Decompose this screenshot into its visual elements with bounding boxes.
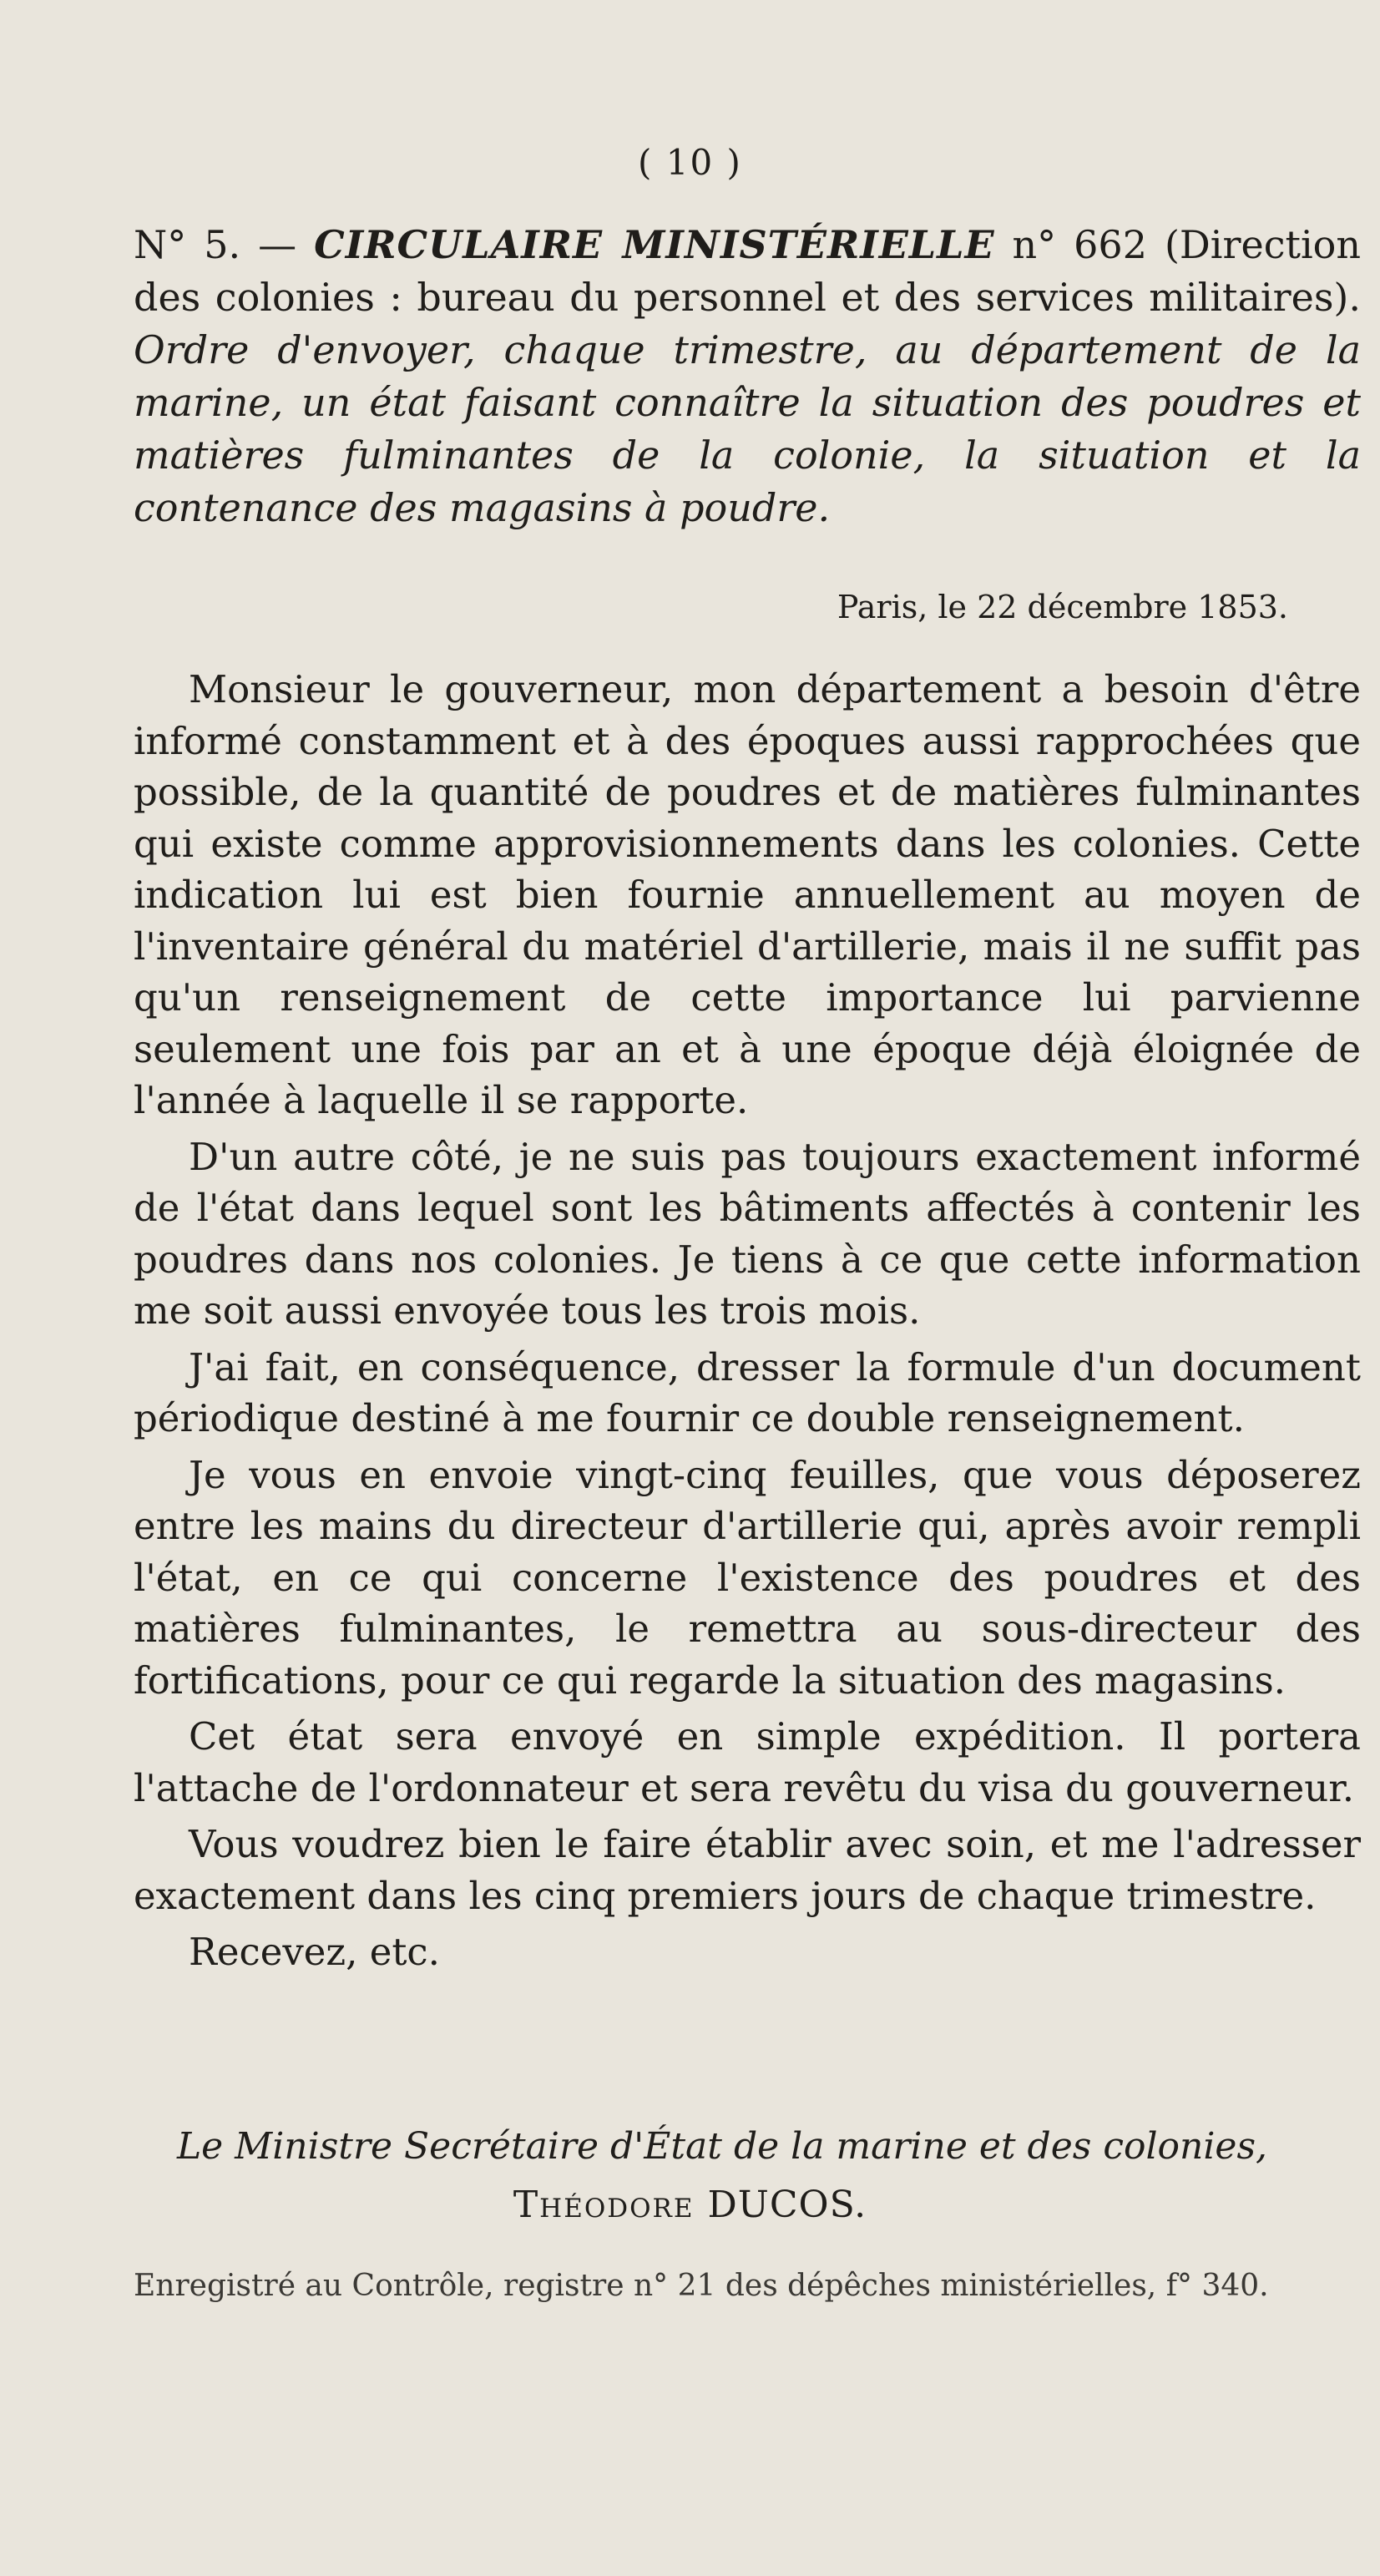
circular-index: N° 5. — — [134, 222, 297, 267]
signatory-name — [0, 2184, 1380, 2226]
signatory-surname: DUCOS. — [707, 2184, 867, 2226]
paragraph: Recevez, etc. — [189, 1930, 440, 1974]
registration-note: Enregistré au Contrôle, registre n° 21 des dépêches ministérielles, f° 340. — [134, 2269, 1269, 2303]
signatory-given-name: Théodore — [513, 2184, 695, 2226]
circular-header — [134, 219, 1361, 534]
circular-summary: Ordre d'envoyer, chaque trimestre, au département de la marine, un état faisant connaître la situation des poudres et matières fulminantes de la colonie, la situation et la contenance des magasins à poudre. — [134, 327, 1361, 530]
paragraph: Monsieur le gouverneur, mon département a besoin d'être informé constamment et à des époques aussi rapprochées que possible, de la quantité de poudres et de matières fulminantes qui existe comme approvisionnements dans les colonies. Cette indication lui est bien fournie annuellement au moyen de l'inventaire général du matériel d'artillerie, mais il ne suffit pas qu'un renseignement de cette importance lui parvienne seulement une fois par an et à une époque déjà éloignée de l'année à laquelle il se rapporte. — [134, 667, 1361, 1122]
paragraph: J'ai fait, en conséquence, dresser la formule d'un document périodique destiné à me fournir ce double renseignement. — [134, 1344, 1361, 1440]
circular-department: (Direction des colonies : bureau du personnel et des services militaires). — [134, 222, 1361, 320]
circular-title: CIRCULAIRE MINISTÉRIELLE — [314, 222, 995, 267]
paragraph: D'un autre côté, je ne suis pas toujours exactement informé de l'état dans lequel sont les bâtiments affectés à contenir les poudres dans nos colonies. Je tiens à ce que cette information me soit aussi envoyée tous les trois mois. — [134, 1134, 1361, 1333]
page-number: ( 10 ) — [638, 142, 742, 183]
signatory-title: Le Ministre Secrétaire d'État de la marine et des colonies, — [176, 2125, 1268, 2168]
letter-body — [134, 664, 1361, 1978]
place-and-date: Paris, le 22 décembre 1853. — [837, 589, 1288, 625]
circular-number: n° 662 — [1012, 222, 1147, 267]
paragraph: Vous voudrez bien le faire établir avec soin, et me l'adresser exactement dans les cinq premiers jours de chaque trimestre. — [134, 1822, 1361, 1918]
paragraph: Je vous en envoie vingt-cinq feuilles, que vous déposerez entre les mains du directeur d'artillerie qui, après avoir rempli l'état, en ce qui concerne l'existence des poudres et des matières fulminantes, le remettra au sous-directeur des fortifications, pour ce qui regarde la situation des magasins. — [134, 1452, 1361, 1703]
paragraph: Cet état sera envoyé en simple expédition. Il portera l'attache de l'ordonnateur et sera revêtu du visa du gouverneur. — [134, 1714, 1361, 1810]
